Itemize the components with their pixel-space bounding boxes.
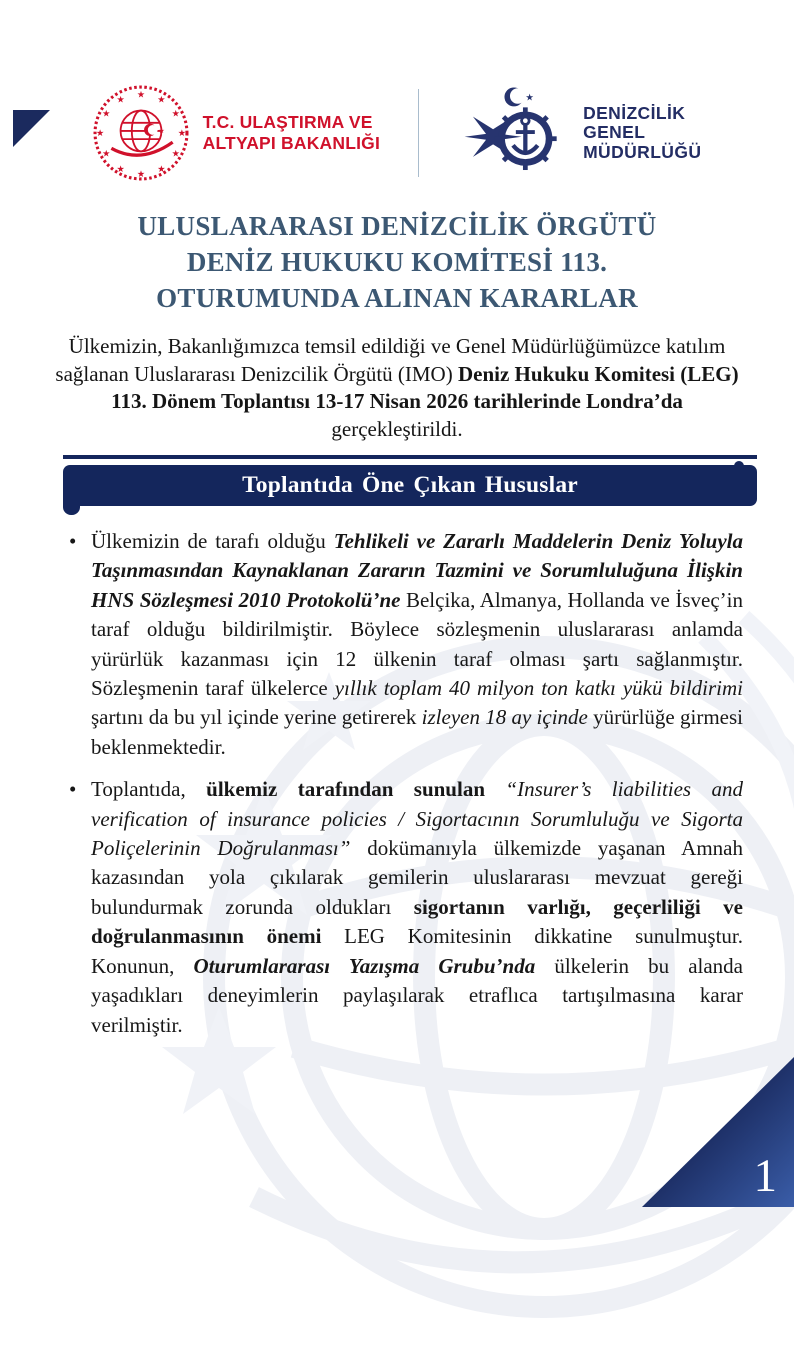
directorate-name-line1: DENİZCİLİK	[583, 102, 686, 123]
intro-paragraph: Ülkemizin, Bakanlığımızca temsil edildiği ve Genel Müdürlüğümüzce katılım sağlanan Uluslararası Denizcilik Örgütü (IMO) Deniz Hukuku Komitesi (LEG) 113. Dönem Toplantısı 13-17 Nisan 2026 tarihlerinde Londra’da gerçekleştirildi.	[55, 334, 739, 441]
document-header	[0, 84, 794, 182]
svg-text:★: ★	[525, 92, 534, 104]
banner-top-rule	[63, 455, 757, 459]
svg-text:★: ★	[171, 148, 180, 160]
document-page	[0, 84, 794, 1207]
ministry-name-line2: ALTYAPI BAKANLIĞI	[202, 133, 381, 153]
directorate-emblem-icon	[457, 84, 569, 182]
svg-text:★: ★	[101, 148, 111, 160]
highlights-list	[63, 527, 743, 1040]
list-item-text: Ülkemizin de tarafı olduğu Tehlikeli ve Zararlı Maddelerin Deniz Yoluyla Taşınmasından Kaynaklanan Zararın Tazmini ve Sorumluluğuna İlişkin HNS Sözleşmesi 2010 Protokolü’ne Belçika, Almanya, Hollanda ve İsveç’in taraf olduğu bildirilmiştir. Böylece sözleşmenin uluslararası anlamda yürürlük kazanması için 12 ülkenin taraf olması şartı sağlanmıştır. Sözleşmenin taraf ülkelerce yıllık toplam 40 milyon ton katkı yükü bildirimi şartını da bu yıl içinde yerine getirerek izleyen 18 ay içinde yürürlüğe girmesi beklenmektedir.	[91, 529, 743, 759]
bullet-icon: •	[69, 777, 77, 802]
svg-text:★: ★	[136, 168, 145, 180]
logo-divider	[418, 89, 419, 177]
section-banner	[63, 455, 757, 506]
list-item	[63, 527, 743, 762]
page-title-line2: DENİZ HUKUKU KOMİTESİ 113.	[186, 247, 608, 277]
ministry-emblem-icon	[93, 85, 189, 181]
ministry-name-line1: T.C. ULAŞTIRMA VE	[202, 112, 373, 133]
directorate-name-line3: MÜDÜRLÜĞÜ	[583, 141, 702, 162]
banner-bar	[63, 465, 757, 506]
svg-text:★: ★	[116, 94, 125, 106]
svg-text:★: ★	[177, 128, 186, 140]
banner-label: Toplantıda Öne Çıkan Hususlar	[242, 472, 578, 498]
page-title-line3: OTURUMUNDA ALINAN KARARLAR	[156, 283, 638, 313]
list-item	[63, 775, 743, 1040]
directorate-name-line2: GENEL	[583, 122, 646, 143]
svg-text:★: ★	[171, 108, 180, 120]
ministry-name	[203, 112, 380, 153]
svg-text:★: ★	[116, 163, 125, 175]
svg-text:★: ★	[156, 94, 166, 106]
page-title	[0, 208, 794, 316]
bullet-icon: •	[69, 529, 77, 553]
directorate-name	[583, 104, 701, 163]
page-title-line1: ULUSLARARASI DENİZCİLİK ÖRGÜTÜ	[137, 211, 657, 241]
svg-text:★: ★	[136, 89, 145, 101]
svg-text:★: ★	[101, 108, 111, 120]
list-item-text: Toplantıda, ülkemiz tarafından sunulan “Insurer’s liabilities and verification of insurance policies / Sigortacının Sorumluluğu ve Sigorta Poliçelerinin Doğrulanması” dokümanıyla ülkemizde yaşanan Amnah kazasından yola çıkılarak gemilerin uluslararası mevzuat gereği bulundurmak zorunda oldukları sigortanın varlığı, geçerliliği ve doğrulanmasının önemi LEG Komitesinin dikkatine sunulmuştur. Konunun, Oturumlararası Yazışma Grubu’nda ülkelerin bu alanda yaşadıkları deneyimlerin paylaşılarak etraflıca tartışılmasına karar verilmiştir.	[91, 777, 744, 1037]
svg-text:★: ★	[95, 128, 104, 140]
svg-text:★: ★	[156, 163, 166, 175]
svg-text:★: ★	[157, 126, 165, 135]
page-number: 1	[753, 1150, 777, 1202]
